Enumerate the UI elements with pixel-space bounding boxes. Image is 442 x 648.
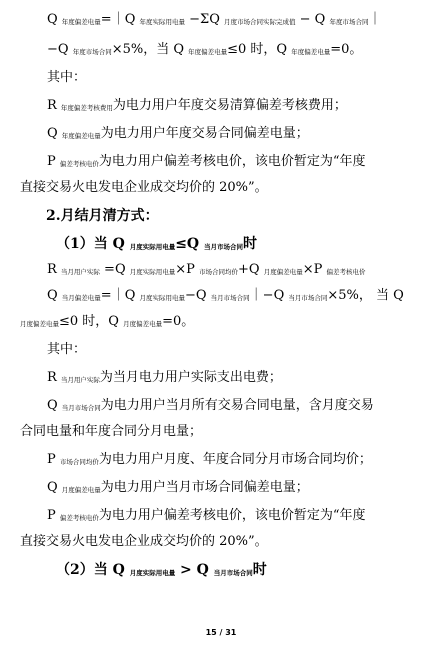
section-heading: （1）当 Q $_{月度实际用电量}$≤Q $_{当月市场合同}$时 (56, 236, 257, 252)
text-line: P $_{偏差考核电价}$为电力用户偏差考核电价，该电价暂定为“年度 (47, 154, 366, 169)
text-line: 其中： (47, 70, 87, 85)
text-line: Q $_{年度偏差电量}$为电力用户年度交易合同偏差电量； (47, 126, 309, 141)
text-line: R $_{当月用户实际}$ =Q $_{月度实际用电量}$×P $_{市场合同均价}$+Q $_{月度偏差电量}$×P $_{偏差考核电价}$ (47, 262, 366, 277)
section-heading: 2.月结月清方式： (46, 208, 159, 224)
page-number: 15 / 31 (205, 628, 237, 637)
text-line: Q $_{月度偏差电量}$为电力用户当月市场合同偏差电量； (47, 480, 309, 495)
text-line: Q $_{当月市场合同}$为电力用户当月所有交易合同电量，含月度交易 (47, 398, 374, 413)
text-line: R $_{当月用户实际}$为当月电力用户实际支出电费； (47, 370, 282, 385)
text-line: 合同电量和年度合同分月电量； (20, 424, 203, 439)
text-line: 直接交易火电发电企业成交均价的 20%”。 (20, 180, 268, 195)
text-line: P $_{偏差考核电价}$为电力用户偏差考核电价，该电价暂定为“年度 (47, 508, 366, 523)
text-line: Q $_{当月偏差电量}$=｜Q $_{月度实际用电量}$−Q $_{当月市场合同}$｜−Q $_{当月市场合同}$×5%， 当 Q (47, 288, 404, 303)
text-line: 其中： (47, 342, 87, 357)
text-line: $_{月度偏差电量}$≤0 时，Q $_{月度偏差电量}$=0。 (20, 314, 195, 329)
text-line: 直接交易火电发电企业成交均价的 20%”。 (20, 534, 268, 549)
text-line: Q $_{年度偏差电量}$=｜Q $_{年度实际用电量}$ −ΣQ $_{月度市场合同实际完成值}$ − Q $_{年度市场合同}$｜ (47, 12, 382, 27)
section-heading: （2）当 Q $_{月度实际用电量}$ > Q $_{当月市场合同}$时 (56, 562, 267, 578)
text-line: P $_{市场合同均价}$为电力用户月度、年度合同分月市场合同均价； (47, 452, 372, 467)
text-line: −Q $_{年度市场合同}$×5%，当 Q $_{年度偏差电量}$≤0 时，Q $_{年度偏差电量}$=0。 (47, 42, 363, 57)
text-line: R $_{年度偏差考核费用}$为电力用户年度交易清算偏差考核费用； (47, 98, 347, 113)
